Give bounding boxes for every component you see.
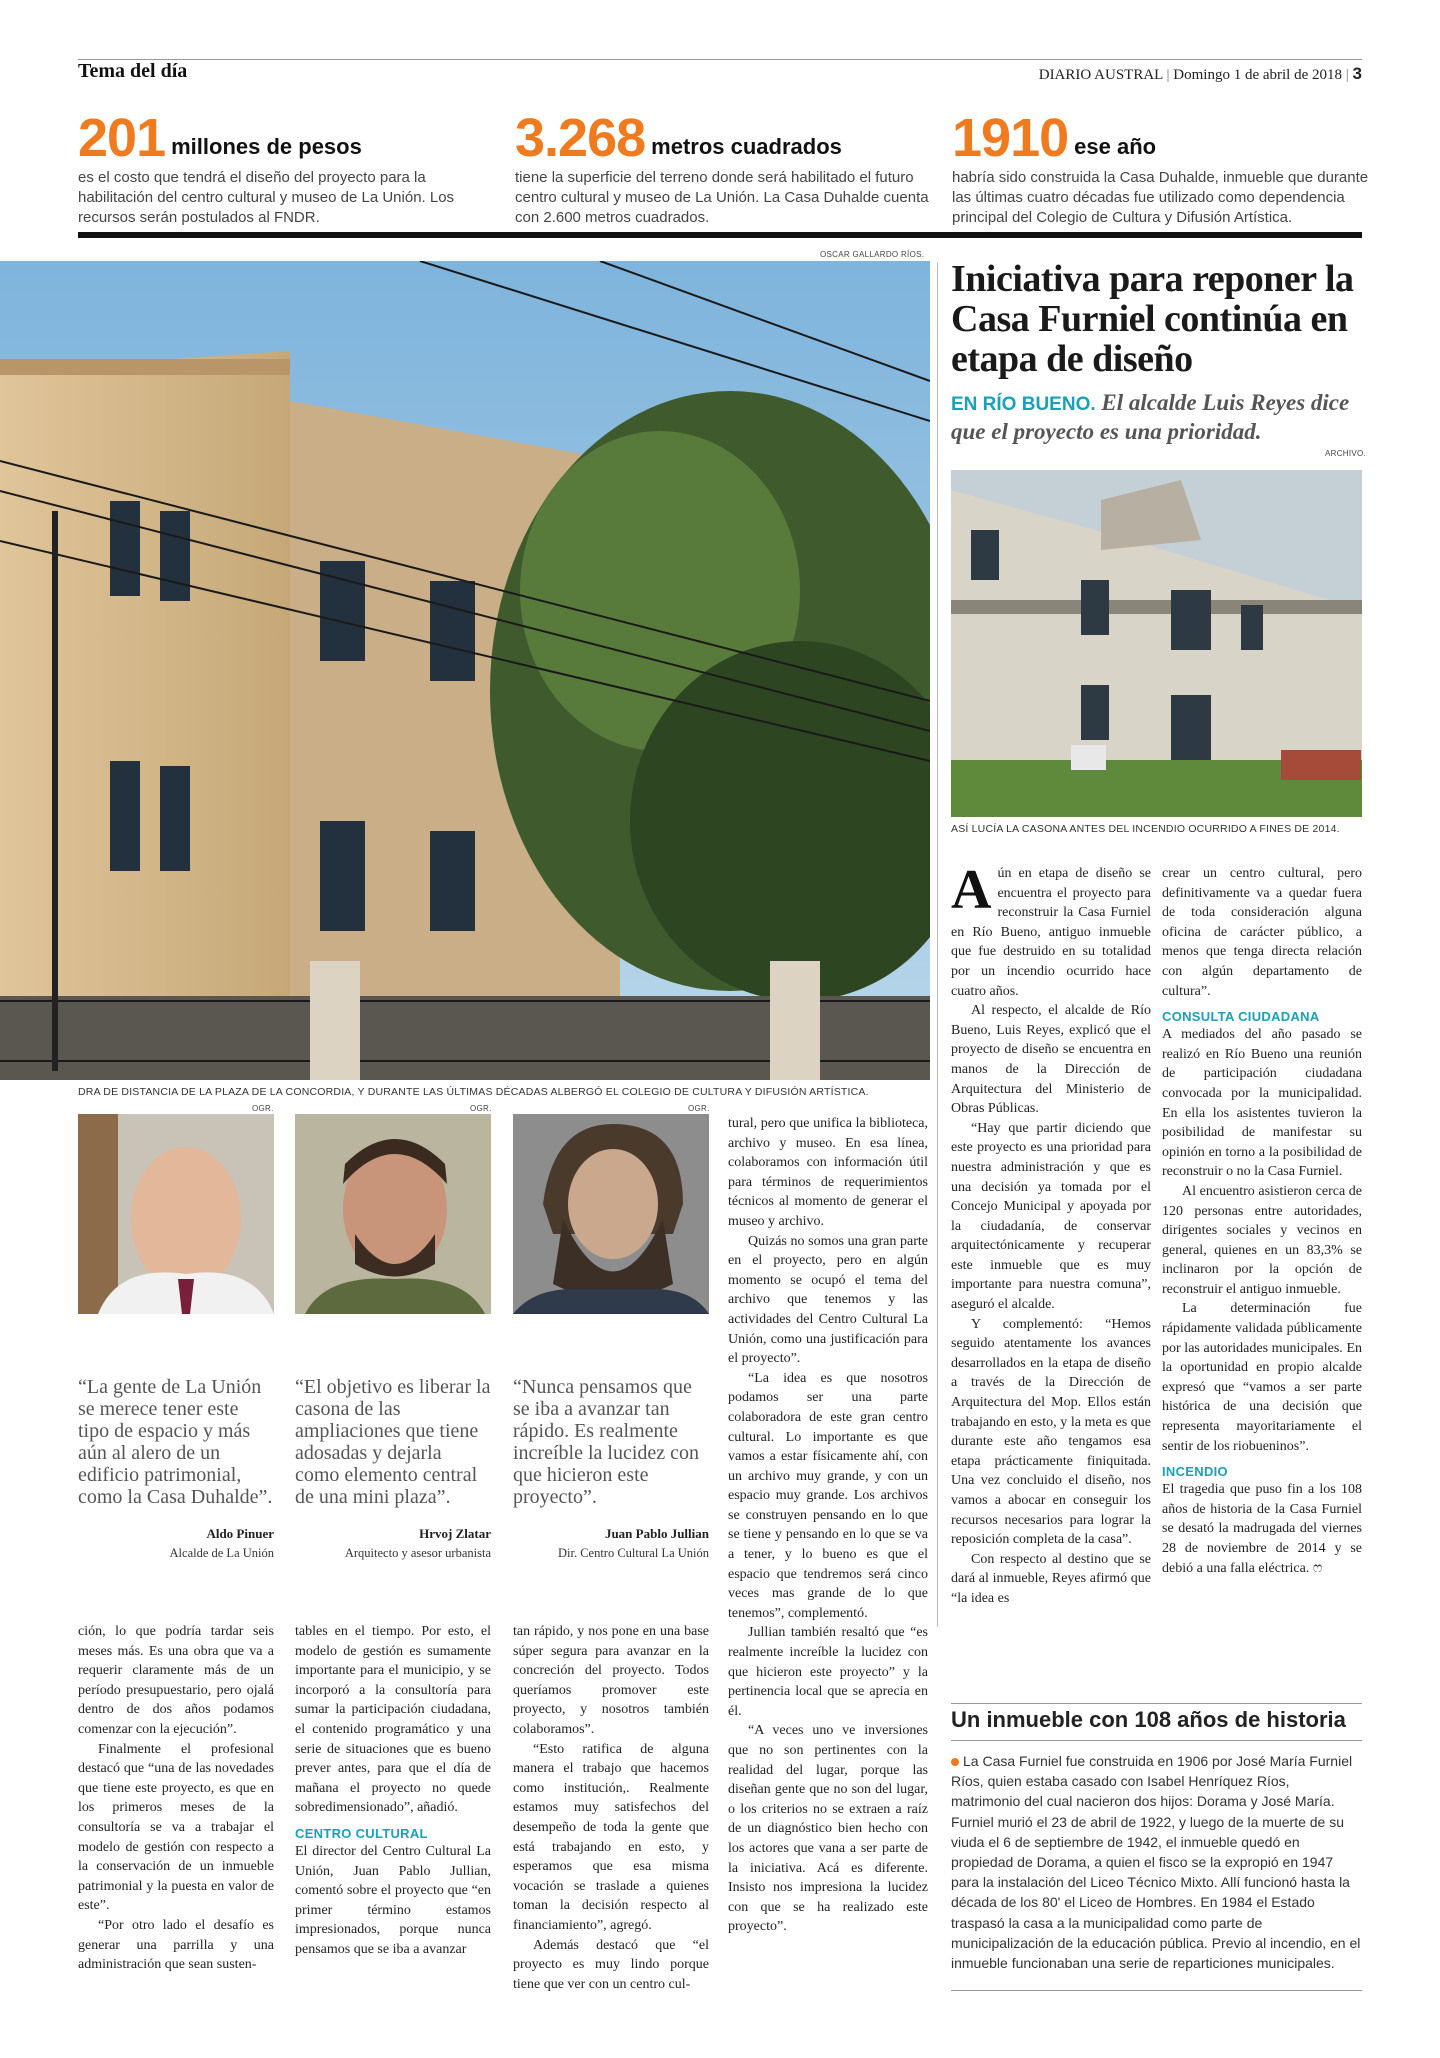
paragraph: “La idea es que nosotros podamos ser una parte colaboradora de este gran centro cultural. Lo importante es que vamos a estar físicamente ahí, con un archivo muy grande, y con un espacio muy grande. Los archivos se construyen pensando en lo que se tiene y pensando en lo que se va a tener, y lo bueno es que el espacio que tendremos será cinco veces mas grande de lo que tenemos”, complementó. — [728, 1370, 928, 1621]
portrait-image — [78, 1114, 274, 1314]
paragraph: El director del Centro Cultural La Unión, Juan Pablo Jullian, comentó sobre el proyecto que “en primer término estamos impresionados, porque nunca pensamos que se iba a avanzar — [295, 1843, 491, 1957]
duhalde-column-b — [295, 1622, 491, 2012]
photo-credit: OSCAR GALLARDO RÍOS. — [820, 250, 925, 259]
quote-zlatar: “El objetivo es liberar la casona de las ampliaciones que tiene adosadas y dejarla como elemento central de una mini plaza”. — [295, 1376, 491, 1508]
paragraph: El tragedia que puso fin a los 108 años de historia de la Casa Furniel se desató la madrugada del viernes 28 de noviembre de 2014 y se debió a una falla eléctrica. — [1162, 1482, 1362, 1576]
paragraph: Al respecto, el alcalde de Río Bueno, Luis Reyes, explicó que el proyecto de diseño se encuentra en manos de la Dirección de Arquitectura del Ministerio de Obras Públicas. — [951, 1003, 1151, 1117]
stat-number: 1910 — [952, 108, 1069, 168]
duhalde-column-mid — [728, 1114, 928, 2009]
paragraph: “Esto ratifica de alguna manera el trabajo que hacemos como institución,. Realmente estamos muy satisfechos del desempeño de toda la gente que está trabajando en esto, y esperamos que esa misma vocación se traslade a quienes toman la decisión respecto al financiamiento”, agregó. — [513, 1741, 709, 1933]
duhalde-column-c — [513, 1622, 709, 2012]
stat-description: es el costo que tendrá el diseño del proyecto para la habilitación del centro cultural y museo de La Unión. Los recursos serán postulados al FNDR. — [78, 169, 455, 226]
stat-block-cost — [78, 108, 503, 228]
paragraph: “Hay que partir diciendo que este proyecto es una prioridad para nuestra administración y que es una decisión ya tomada por el Concejo Municipal y apoyada por la ciudadanía, de conservar arquitectónicamente y recuperar este inmueble que es muy importante para nuestra comuna”, aseguró el alcalde. — [951, 1120, 1151, 1313]
stat-description: habría sido construida la Casa Duhalde, inmueble que durante las últimas cuatro décadas fue utilizado como dependencia principal del Colegio de Cultura y Difusión Artística. — [952, 169, 1369, 226]
stat-number: 3.268 — [515, 108, 646, 168]
quote-author-name: Aldo Pinuer — [206, 1526, 274, 1541]
quote-author-name: Hrvoj Zlatar — [419, 1526, 491, 1541]
page-number: 3 — [1352, 64, 1362, 83]
main-photo — [0, 261, 930, 1080]
quote-author-role: Alcalde de La Unión — [169, 1546, 274, 1560]
paragraph: La determinación fue rápidamente validada públicamente por las autoridades municipales. En la oportunidad en propio alcalde expresó que “vamos a ser parte histórica de una decisión que representa mayoritariamente el sentir de los riobueninos”. — [1162, 1301, 1362, 1454]
paragraph: Finalmente el profesional destacó que “una de las novedades que tiene este proyecto, es que en los primeros meses de la consultoría se va a trabajar el modelo de gestión con respecto a la conservación de un inmueble patrimonial y la puesta en valor de este”. — [78, 1741, 274, 1914]
subhead-incendio: INCENDIO — [1162, 1464, 1228, 1480]
casa-furniel-image — [951, 470, 1362, 817]
history-text: La Casa Furniel fue construida en 1906 por José María Furniel Ríos, quien estaba casado con Isabel Henríquez Ríos, matrimonio del cual nacieron dos hijos: Dorama y José María. Furniel murió el 23 de abril de 1922, y luego de la muerte de su viuda el 6 de septiembre de 1942, el inmueble quedó en propiedad de Dorama, a quien el fisco se la expropió en 1947 para la instalación del Liceo Técnico Mixto. Allí funcionó hasta la década de los 80' el Liceo de Hombres. En 1984 el Estado traspasó la casa a la municipalidad como parte de municipalización de la educación pública. Previo al incendio, en el inmueble funcionaban una serie de reparticiones municipales. — [951, 1753, 1361, 1972]
paragraph: Además destacó que “el proyecto es muy lindo porque tiene que ver con un centro cul- — [513, 1937, 709, 1992]
issue-date: Domingo 1 de abril de 2018 — [1173, 67, 1343, 83]
end-mark-icon: ෆ — [1312, 1559, 1323, 1576]
paper-name: DIARIO AUSTRAL — [1038, 67, 1163, 83]
article-deck — [951, 388, 1361, 446]
quote-jullian: “Nunca pensamos que se iba a avanzar tan rápido. Es realmente increíble la lucidez con que hicieron este proyecto”. — [513, 1376, 700, 1508]
paragraph: Quizás no somos una gran parte en el proyecto, pero en algún momento se ocupó el tema del archivo que tenemos y las actividades del Centro Cultural La Unión, como una justificación para el proyecto”. — [728, 1233, 928, 1367]
stat-block-area — [515, 108, 940, 228]
paragraph: “A veces uno ve inversiones que no son pertinentes con la realidad del lugar, porque las diseñan gente que no son del lugar, o los criterios no se extraen a raíz de un diagnóstico bien hecho con los actores que vana a ser parte de la iniciativa. Acá es diferente. Insisto nos impresiona la lucidez con que se ha realizado este proyecto”. — [728, 1723, 928, 1935]
photo-credit: ARCHIVO. — [1325, 449, 1367, 458]
portrait-hrvoj-zlatar — [295, 1114, 491, 1314]
portrait-image — [295, 1114, 491, 1314]
paragraph: tural, pero que unifica la biblioteca, archivo y museo. En esa línea, colaboramos con información útil para términos de requerimientos técnicos al momento de generar el museo y archivo. — [728, 1116, 928, 1229]
history-box-title: Un inmueble con 108 años de historia — [951, 1707, 1346, 1732]
section-title: Tema del día — [78, 60, 188, 82]
paragraph: Al encuentro asistieron cerca de 120 personas entre autoridades, dirigentes sociales y vecinos en general, quienes en un 83,3% se inclinaron por la opción de reconstruir el antiguo inmueble. — [1162, 1183, 1362, 1297]
paragraph: Y complementó: “Hemos seguido atentamente los avances desarrollados en la etapa de diseño a través de la Dirección de Arquitectura del Mop. Ellos están trabajando en esto, y la meta es que durante este año tengamos esa etapa prácticamente finiquitada. Una vez concluido el diseño, nos vamos a abocar en conseguir los recursos necesarios para lograr la reposición completa de la casa”. — [951, 1316, 1151, 1548]
portrait-image — [513, 1114, 709, 1314]
paragraph: Con respecto al destino que se dará al inmueble, Reyes afirmó que “la idea es — [951, 1551, 1151, 1606]
paragraph: tan rápido, y nos pone en una base súper segura para avanzar en la concreción del proyecto. Todos queríamos promover este proyecto, y nosotros también colaboramos”. — [513, 1624, 709, 1737]
quote-author-role: Arquitecto y asesor urbanista — [344, 1546, 491, 1560]
bullet-icon — [951, 1758, 959, 1766]
portrait-juan-pablo-jullian — [513, 1114, 709, 1314]
paragraph: ción, lo que podría tardar seis meses más. Es una obra que va a requerir claramente más de un período presupuestario, pero ojalá dentro de dos años podamos comenzar con la ejecución”. — [78, 1624, 274, 1737]
history-box-text — [951, 1751, 1362, 1973]
casa-furniel-photo — [951, 470, 1362, 817]
quote-author-name: Juan Pablo Jullian — [604, 1526, 709, 1541]
drop-cap: A — [951, 859, 992, 921]
paragraph: “Por otro lado el desafío es generar una parrilla y una administración que sean susten- — [78, 1917, 274, 1973]
photo-credit: OGR. — [252, 1104, 274, 1113]
paragraph: tables en el tiempo. Por esto, el modelo de gestión es sumamente importante para el municipio, y se incorporó a la consultoría para sumar la participación ciudadana, el contenido programático y una serie de situaciones que es bueno prever antes, para que el día de mañana el proyecto no quede sobredimensionado”, añadió. — [295, 1624, 491, 1816]
deck-text: El alcalde Luis Reyes dice que el proyecto es una prioridad. — [951, 390, 1350, 444]
paragraph: crear un centro cultural, pero definitivamente va a quedar fuera de toda consideración alguna oficina de carácter público, a menos que tenga directa relación con algún departamento de cultura”. — [1162, 866, 1362, 999]
quote-author-role: Dir. Centro Cultural La Unión — [557, 1546, 709, 1560]
photo-credit: OGR. — [470, 1104, 492, 1113]
article-headline: Iniciativa para reponer la Casa Furniel continúa en etapa de diseño — [951, 258, 1354, 380]
stat-description: tiene la superficie del terreno donde será habilitado el futuro centro cultural y museo de La Unión. La Casa Duhalde cuenta con 2.600 metros cuadrados. — [515, 169, 929, 226]
paragraph: A mediados del año pasado se realizó en Río Bueno una reunión de participación ciudadana convocada por la municipalidad. En ella los asistentes tuvieron la posibilidad de manifestar su opinión en torno a la posibilidad de reconstruir o no la Casa Furniel. — [1162, 1027, 1362, 1180]
stat-block-year — [952, 108, 1377, 228]
portrait-aldo-pinuer — [78, 1114, 274, 1314]
duhalde-column-a — [78, 1622, 274, 2012]
photo-credit: OGR. — [688, 1104, 710, 1113]
main-photo-caption: DRA DE DISTANCIA DE LA PLAZA DE LA CONCORDIA, Y DURANTE LAS ÚLTIMAS DÉCADAS ALBERGÓ EL COLEGIO DE CULTURA Y DIFUSIÓN ARTÍSTICA. — [78, 1086, 869, 1098]
stat-unit: millones de pesos — [171, 134, 362, 159]
quote-pinuer: “La gente de La Unión se merece tener este tipo de espacio y más aún al alero de un edificio patrimonial, como la Casa Duhalde”. — [78, 1376, 273, 1508]
paragraph: ún en etapa de diseño se encuentra el proyecto para reconstruir la Casa Furniel en Río Bueno, antiguo inmueble que fue destruido en su totalidad por un incendio ocurrido hace cuatro años. — [951, 866, 1151, 999]
stat-unit: ese año — [1074, 134, 1157, 159]
subhead-consulta: CONSULTA CIUDADANA — [1162, 1009, 1320, 1025]
casa-duhalde-photo — [0, 261, 930, 1080]
stat-number: 201 — [78, 108, 166, 168]
furniel-column-2 — [1162, 864, 1362, 1704]
furniel-column-1 — [951, 859, 1151, 1704]
subhead-centro-cultural: CENTRO CULTURAL — [295, 1825, 428, 1841]
furniel-photo-caption: ASÍ LUCÍA LA CASONA ANTES DEL INCENDIO OCURRIDO A FINES DE 2014. — [951, 823, 1340, 835]
stat-unit: metros cuadrados — [651, 134, 842, 159]
deck-kicker: EN RÍO BUENO. — [951, 394, 1096, 415]
paragraph: Jullian también resaltó que “es realmente increíble la lucidez con que hicieron este proyecto” y la pertinencia local que se aprecia en él. — [728, 1625, 928, 1719]
masthead-info: DIARIO AUSTRAL | Domingo 1 de abril de 2018 | 3 — [1038, 64, 1362, 83]
